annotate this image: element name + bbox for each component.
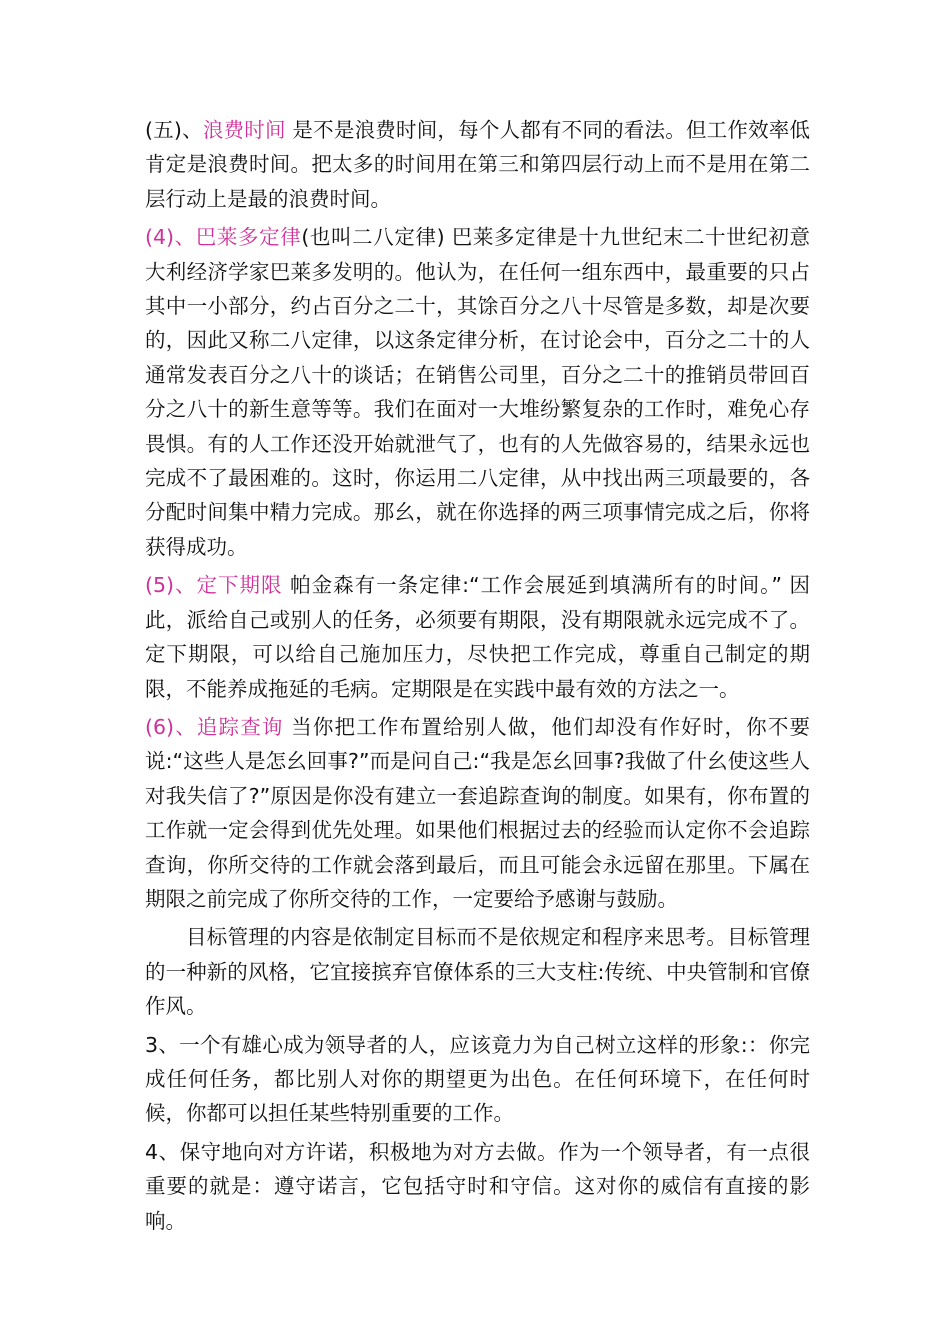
paragraph-body: 帕金森有一条定律:“工作会展延到填满所有的时间。” 因此，派给自己或别人的任务，必须要有期限，没有期限就永远完成不了。定下期限，可以给自己施加压力，尽快把工作完成，尊重自己制定的期限，不能养成拖延的毛病。定期限是在实践中最有效的方法之一。 [145,573,810,701]
section-heading-wasting-time: 浪费时间 [202,118,286,142]
paragraph-body: (也叫二八定律) 巴莱多定律是十九世纪末二十世纪初意大利经济学家巴莱多发明的。他认为，在任何一组东西中，最重要的只占其中一小部分，约占百分之二十，其馀百分之八十尽管是多数，却是次要的，因此又称二八定律，以这条定律分析，在讨论会中，百分之二十的人通常发表百分之八十的谈话；在销售公司里，百分之二十的推销员带回百分之八十的新生意等等。我们在面对一大堆纷繁复杂的工作时，难免心存畏惧。有的人工作还没开始就泄气了，也有的人先做容易的，结果永远也完成不了最困难的。这时，你运用二八定律，从中找出两三项最要的，各分配时间集中精力完成。那幺，就在你选择的两三项事情完成之后，你将获得成功。 [145,225,810,559]
paragraph-set-deadline [145,568,810,706]
paragraph-lead: (五)、 [145,118,203,142]
document-page [145,113,810,1242]
paragraph-item-3: 3、一个有雄心成为领导者的人，应该竟力为自己树立这样的形象:：你完成任何任务，都比别人对你的期望更为出色。在任何环境下，在任何时候，你都可以担任某些特别重要的工作。 [145,1032,810,1126]
paragraph-wasting-time [145,113,810,216]
paragraph-body: 当你把工作布置给别人做，他们却没有作好时，你不要说:“这些人是怎幺回事?”而是问自己:“我是怎幺回事?我做了什幺使这些人对我失信了?”原因是你没有建立一套追踪查询的制度。如果有，你布置的工作就一定会得到优先处理。如果他们根据过去的经验而认定你不会追踪查询，你所交待的工作就会落到最后，而且可能会永远留在那里。下属在期限之前完成了你所交待的工作，一定要给予感谢与鼓励。 [145,714,810,911]
paragraph-body: 是不是浪费时间，每个人都有不同的看法。但工作效率低肯定是浪费时间。把太多的时间用在第三和第四层行动上而不是用在第二层行动上是最的浪费时间。 [145,118,811,211]
section-heading-set-deadline: (5)、定下期限 [145,573,283,598]
paragraph-objective-management: 目标管理的内容是依制定目标而不是依规定和程序来思考。目标管理的一种新的风格，它宜接摈弃官僚体系的三大支柱:传统、中央管制和官僚作风。 [145,925,810,1019]
paragraph-item-4: 4、保守地向对方许诺，积极地为对方去做。作为一个领导者，有一点很重要的就是：遵守诺言，它包括守时和守信。这对你的威信有直接的影响。 [145,1139,810,1233]
paragraph-pareto-principle [145,220,810,564]
paragraph-follow-up [145,710,810,916]
section-heading-pareto-principle: (4)、巴莱多定律 [145,225,302,250]
section-heading-follow-up: (6)、追踪查询 [145,714,284,739]
